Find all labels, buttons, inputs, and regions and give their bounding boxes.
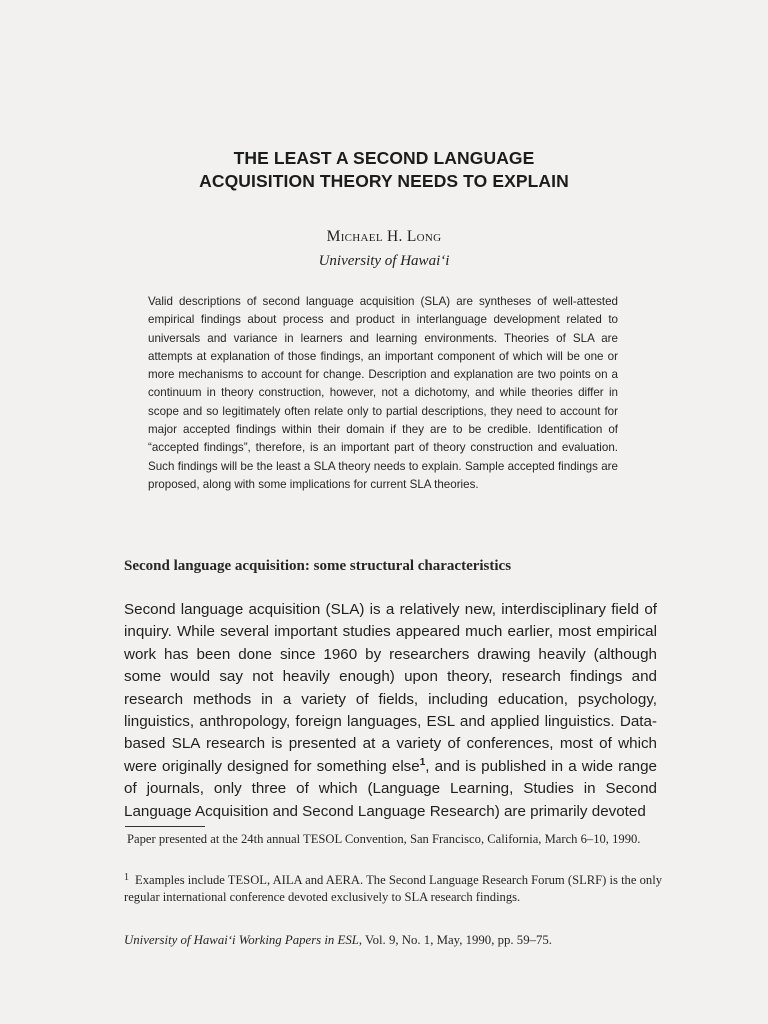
section-heading: Second language acquisition: some structural characteristics — [124, 558, 512, 574]
body-paragraph — [124, 599, 657, 823]
author-affiliation: University of Hawai‘i — [318, 253, 450, 269]
author-name — [0, 227, 768, 247]
footnote-divider — [125, 826, 205, 827]
paper-title-line-1: THE LEAST A SECOND LANGUAGE — [233, 148, 535, 168]
journal-name: University of Hawai‘i Working Papers in ESL — [124, 933, 359, 947]
footnote-conference: Paper presented at the 24th annual TESOL Convention, San Francisco, California, March 6–10, 1990. — [127, 832, 641, 846]
body-text-part-2: , and is published in a wide range of journals, only three of which (Language Learning, Studies in Second Language Acquisition and Second Language Research) are primarily devoted — [124, 757, 657, 820]
footnote-1-text: Examples include TESOL, AILA and AERA. The Second Language Research Forum (SLRF) is the only regular international conference devoted exclusively to SLA research findings. — [124, 873, 662, 904]
footnote-1 — [124, 872, 662, 906]
author-name-text: Michael H. Long — [326, 228, 442, 245]
paper-title-line-2: ACQUISITION THEORY NEEDS TO EXPLAIN — [199, 171, 569, 191]
footnote-ref-1: 1 — [419, 756, 426, 768]
journal-citation — [124, 931, 552, 949]
body-text-part-1: Second language acquisition (SLA) is a relatively new, interdisciplinary field of inquiry. While several important studies appeared much earlier, most empirical work has been done since 1960 by researchers drawing heavily (although some would say not heavily enough) upon theory, research findings and research methods in a variety of fields, including education, psychology, linguistics, anthropology, foreign languages, ESL and applied linguistics. Data-based SLA research is presented at a variety of conferences, most of which were originally designed for something else — [124, 601, 657, 775]
abstract: Valid descriptions of second language acquisition (SLA) are syntheses of well-attested empirical findings about process and product in interlanguage development related to universals and variance in learners and learning environments. Theories of SLA are attempts at explanation of those findings, an important component of which will be one or more mechanisms to account for change. Description and explanation are two points on a continuum in theory construction, however, not a dichotomy, and while theories differ in scope and so legitimately often relate only to partial descriptions, they need to account for major accepted findings within their domain if they are to be credible. Identification of “accepted findings”, therefore, is an important part of theory construction and evaluation. Such findings will be the least a SLA theory needs to explain. Sample accepted findings are proposed, along with some implications for current SLA theories. — [148, 295, 618, 491]
citation-details: , Vol. 9, No. 1, May, 1990, pp. 59–75. — [358, 933, 552, 947]
footnote-1-mark: 1 — [124, 872, 129, 883]
